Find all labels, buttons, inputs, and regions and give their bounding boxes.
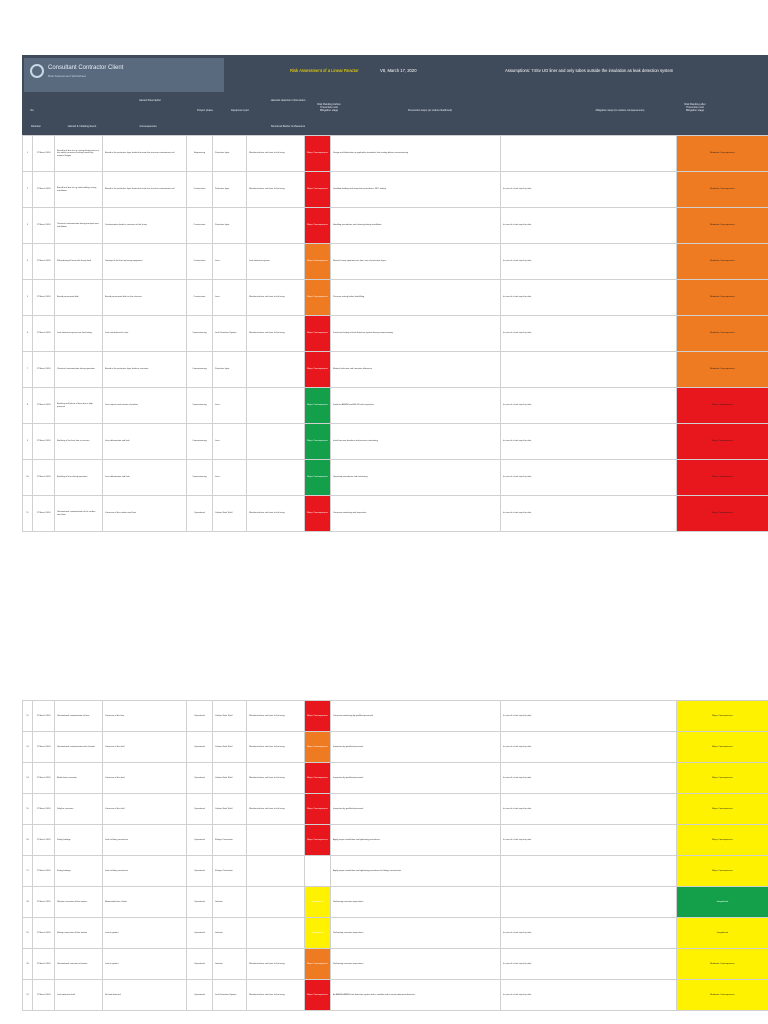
row-mitigation: In case of a leak stop the plant [501,980,677,1011]
row-risk-after: Major Consequences [677,825,768,856]
row-equipment-part: Gaskets [213,918,247,949]
table-row [23,316,768,352]
row-equipment-part: Gaskets [213,887,247,918]
table-row [23,701,768,732]
row-risk-before: Major Consequences [305,701,331,732]
row-consequences: Buried pressurized leak on the structure [103,280,187,316]
row-equipment-part: Gaskets [213,949,247,980]
table-row [23,856,768,887]
row-date: 17 March 2020 [33,980,55,1011]
row-equipment-part: Carbon Steel Shell [213,496,247,532]
row-risk-before: Major Consequences [305,980,331,1011]
row-mitigation: In case of a leak stop the plant [501,794,677,825]
row-number: 18 [23,887,33,918]
row-date: 17 March 2020 [33,949,55,980]
row-number: 14 [23,763,33,794]
row-date: 17 March 2020 [33,794,55,825]
row-date: 17 March 2020 [33,208,55,244]
row-prevention: Inspection by qualified personnel [331,732,501,763]
row-risk-before: Insignificant [305,887,331,918]
row-detection-info: Weather/surface soil close to the lining [247,280,305,316]
row-mitigation: In case of a leak stop the plant [501,388,677,424]
row-prevention: Corrosion monitoring by qualified personnel [331,701,501,732]
row-prevention: Inspection by qualified personnel [331,794,501,825]
row-hazard: Metal dusts corrosion [55,763,103,794]
row-consequences: Liner deformation and leak [103,460,187,496]
row-detection-info: Weather/surface soil close to the lining [247,794,305,825]
row-hazard: Chemical contamination during operation [55,352,103,388]
row-number: 4 [23,244,33,280]
row-date: 17 March 2020 [33,388,55,424]
row-phase: Operational [187,825,213,856]
row-equipment-part: Liner [213,388,247,424]
row-date: 17 March 2020 [33,763,55,794]
row-phase: Operational [187,856,213,887]
row-risk-after: Moderate Consequences [677,208,768,244]
row-phase: Operational [187,949,213,980]
row-phase: Commissioning [187,424,213,460]
row-risk-before: Major Consequences [305,352,331,388]
row-date: 17 March 2020 [33,352,55,388]
row-prevention: Material selection and corrosion allowance [331,352,501,388]
row-phase: Commissioning [187,388,213,424]
row-risk-after: Moderate Consequences [677,980,768,1011]
row-phase: Operational [187,763,213,794]
row-consequences: Leak not detected in time [103,316,187,352]
row-date: 17 March 2020 [33,825,55,856]
table-row [23,136,768,172]
row-number: 6 [23,316,33,352]
col-mitigation: Mitigation steps (to reduce consequences) [595,109,645,112]
row-number: 16 [23,825,33,856]
col-no: No [30,109,34,112]
row-mitigation: In case of a leak stop the plant [501,949,677,980]
risk-table-bottom [22,700,768,1011]
row-phase: Construction [187,244,213,280]
row-risk-before: Major Consequences [305,316,331,352]
row-detection-info [247,388,305,424]
row-consequences: Leak at fitting connection [103,825,187,856]
row-number: 3 [23,208,33,244]
row-equipment-part: Leak Detection System [213,316,247,352]
row-risk-before: Major Consequences [305,280,331,316]
row-mitigation: In case of a leak stop the plant [501,825,677,856]
document-assumptions: Assumptions: 74Sv UO liner and only tubes outside the insulation as leak detection system [505,68,674,73]
row-mitigation: In case of a leak stop the plant [501,496,677,532]
table-row [23,732,768,763]
row-date: 17 March 2020 [33,424,55,460]
row-detection-info [247,208,305,244]
table-row [23,918,768,949]
row-risk-after: Major Consequences [677,794,768,825]
row-risk-after: Major Consequences [677,388,768,424]
row-risk-before: Major Consequences [305,460,331,496]
col-consequences: Consequences [139,125,157,128]
row-equipment-part: Carbon Steel Shell [213,701,247,732]
row-mitigation: In case of a leak stop the plant [501,172,677,208]
row-date: 17 March 2020 [33,701,55,732]
row-consequences: Liner rupture and release of product [103,388,187,424]
row-detection-info: Weather/surface soil close to the lining [247,316,305,352]
row-detection-info: Weather/surface soil close to the lining [247,172,305,208]
row-date: 17 March 2020 [33,136,55,172]
row-date: 17 March 2020 [33,172,55,208]
row-number: 17 [23,856,33,887]
row-phase: Construction [187,208,213,244]
table-row [23,172,768,208]
row-number: 10 [23,460,33,496]
row-hazard: Unintentional contamination with chloride [55,732,103,763]
row-prevention: Install vacuum breakers and pressure monitoring [331,424,501,460]
table-row [23,949,768,980]
row-mitigation: In case of a leak stop the plant [501,244,677,280]
row-prevention: Design and fabrication to applicable standards, leak testing before commissioning [331,136,501,172]
table-row [23,352,768,388]
row-equipment-part: Fittings Connection [213,856,247,887]
table-row [23,208,768,244]
row-hazard: Leak detection fault [55,980,103,1011]
row-consequences: Corrosion of the liner [103,701,187,732]
row-risk-after: Moderate Consequences [677,949,768,980]
col-project-phase: Project phase [197,109,213,112]
risk-table-top [22,135,768,532]
row-date: 17 March 2020 [33,460,55,496]
row-phase: Construction [187,172,213,208]
row-risk-after: Major Consequences [677,763,768,794]
row-hazard: Fitting leakage [55,825,103,856]
row-consequences: Leak in gasket [103,949,187,980]
row-detection-info: Weather/surface soil close to the lining [247,701,305,732]
row-equipment-part: Fittings Connection [213,825,247,856]
row-mitigation: In case of a leak stop the plant [501,424,677,460]
row-phase: Commissioning [187,316,213,352]
row-detection-info [247,424,305,460]
row-mitigation: In case of a leak stop the plant [501,280,677,316]
row-equipment-part: Protective layer [213,172,247,208]
row-hazard: Unintentional corrosion of interior [55,949,103,980]
row-hazard: Unintentional contamination of the carbon steel liner [55,496,103,532]
row-number: 7 [23,352,33,388]
row-mitigation: In case of a leak stop the plant [501,763,677,794]
table-row [23,496,768,532]
row-hazard: Buckling of liner during operation [55,460,103,496]
row-consequences: Leak in gasket [103,918,187,949]
row-risk-after: Moderate Consequences [677,352,768,388]
row-risk-before: Major Consequences [305,794,331,825]
col-hazard-trigger: Hazard & Initiating Event [67,125,97,128]
row-prevention: An AMMSI-AMMS leak detection system with a suitable and accurate abnormal detection [331,980,501,1011]
row-detection-info: Weather/surface soil close to the lining [247,763,305,794]
row-equipment-part: Protective layer [213,136,247,172]
row-hazard: Wrong connection of flow meters [55,918,103,949]
row-detection-info: Weather/surface soil close to the lining [247,949,305,980]
row-prevention: Qualified welding and inspection procedures, NDT testing [331,172,501,208]
row-phase: Commissioning [187,352,213,388]
row-consequences: Buried in the protective layer leads that wrote the structure contaminate soil [103,172,187,208]
row-prevention: Install an AMMSI and EH-VR with inspection [331,388,501,424]
row-risk-before: Major Consequences [305,172,331,208]
row-risk-after: Major Consequences [677,460,768,496]
row-equipment-part: Liner [213,460,247,496]
row-detection-info [247,825,305,856]
row-equipment-part: Leak Detection System [213,980,247,1011]
row-risk-after: Insignificant [677,887,768,918]
row-detection-info: Weather/surface soil close to the lining [247,980,305,1011]
row-phase: Operational [187,918,213,949]
row-detection-info [247,918,305,949]
row-risk-after: Moderate Consequences [677,316,768,352]
row-mitigation [501,887,677,918]
row-detection-info [247,856,305,887]
row-phase: Operational [187,980,213,1011]
row-hazard: Filling during fill area with heavy load [55,244,103,280]
row-risk-before: Major Consequences [305,136,331,172]
row-phase: Operational [187,887,213,918]
row-risk-before: Major Consequences [305,208,331,244]
row-prevention: Functional testing of leak detection system during commissioning [331,316,501,352]
table-row [23,244,768,280]
logo-subtitle: Risk Assessment Worksheet [48,74,86,78]
row-number: 5 [23,280,33,316]
row-detection-info [247,352,305,388]
row-phase: Construction [187,280,213,316]
logo-mark-icon [30,64,44,78]
row-prevention: Restrict heavy equipment on liner, use of protective layers [331,244,501,280]
row-date: 17 March 2020 [33,244,55,280]
row-mitigation: In case of a leak stop the plant [501,732,677,763]
table-row [23,980,768,1011]
row-risk-after: Major Consequences [677,856,768,887]
row-risk-before: Major Consequences [305,388,331,424]
row-mitigation: In case of a leak stop the plant [501,701,677,732]
row-number: 21 [23,980,33,1011]
row-detection-info: Weather/surface soil close to the lining [247,496,305,532]
row-prevention: Handling procedures and cleaning during installation [331,208,501,244]
row-number: 20 [23,949,33,980]
table-row [23,280,768,316]
row-detection-info: Weather/surface soil close to the lining [247,136,305,172]
row-detection-info [247,887,305,918]
row-hazard: Buckling and failure of liner due to high pressure [55,388,103,424]
row-risk-before: Major Consequences [305,949,331,980]
row-prevention: Corrosion monitoring and inspection [331,496,501,532]
row-phase: Commissioning [187,460,213,496]
row-prevention: Performing corrosion inspections [331,887,501,918]
row-mitigation: In case of a leak stop the plant [501,208,677,244]
row-mitigation [501,856,677,887]
row-consequences: Corrosion of the shell [103,763,187,794]
row-equipment-part: Protective layer [213,352,247,388]
row-date: 17 March 2020 [33,496,55,532]
table-row [23,460,768,496]
row-prevention: Apply proper installation and tightening procedures [331,825,501,856]
row-detection-info [247,460,305,496]
row-equipment-part: Liner [213,244,247,280]
row-hazard: Buckling of the liner due to vacuum [55,424,103,460]
row-phase: Operational [187,794,213,825]
row-equipment-part: Liner [213,424,247,460]
row-risk-before: Major Consequences [305,825,331,856]
document-title: Risk Assessment of a Linear Reactor [290,68,359,73]
row-risk-before: Insignificant [305,918,331,949]
logo-name: Consultant Contractor Client [48,65,124,71]
row-hazard: Fitting leakage [55,856,103,887]
row-risk-after: Insignificant [677,918,768,949]
row-number: 13 [23,732,33,763]
row-hazard: Chemical contamination during transport and installation [55,208,103,244]
row-date: 17 March 2020 [33,280,55,316]
row-mitigation [501,352,677,388]
row-mitigation: In case of a leak stop the plant [501,460,677,496]
row-consequences: Measurable loss of leak [103,887,187,918]
row-equipment-part: Carbon Steel Shell [213,794,247,825]
document-revision: V8, March 17, 2020 [380,68,417,73]
row-date: 17 March 2020 [33,856,55,887]
row-number: 19 [23,918,33,949]
row-hazard: Buried leak due to e.g. wrong design,stress in the welds,corrosion,cracking caused by material fatigue [55,136,103,172]
row-risk-before [305,856,331,887]
col-detection-measures: Structural Barrier & Measures [270,125,306,128]
row-date: 17 March 2020 [33,316,55,352]
row-phase: Operational [187,496,213,532]
row-prevention: Apply proper installation and tightening procedures for fittings connections [331,856,501,887]
row-number: 1 [23,136,33,172]
row-hazard: Buried leak due to e.g. bad welding, wrong installation [55,172,103,208]
row-number: 15 [23,794,33,825]
table-row [23,794,768,825]
row-number: 12 [23,701,33,732]
row-risk-before: Major Consequences [305,732,331,763]
row-consequences: No leak detected [103,980,187,1011]
row-equipment-part: Protective layer [213,208,247,244]
row-date: 17 March 2020 [33,732,55,763]
row-equipment-part: Carbon Steel Shell [213,732,247,763]
row-date: 17 March 2020 [33,887,55,918]
row-detection-info: Leak detection system [247,244,305,280]
col-risk-after: Risk Ranking after Prevention and Mitigation stage [684,103,706,112]
row-hazard: Buried pressurized leak [55,280,103,316]
row-consequences: Corrosion of the shell [103,794,187,825]
row-prevention: Pressure testing before backfilling [331,280,501,316]
row-consequences: Corrosion of the carbon steel liner [103,496,187,532]
col-hazard-description: Hazard Description [138,99,162,102]
row-prevention: Operating procedures and monitoring [331,460,501,496]
row-phase: Engineering [187,136,213,172]
row-consequences: Damage of the liner by heavy equipment [103,244,187,280]
row-mitigation: In case of a leak stop the plant [501,918,677,949]
row-hazard: Relative corrosion of flow meters [55,887,103,918]
row-consequences: Liner deformation and leak [103,424,187,460]
row-date: 17 March 2020 [33,918,55,949]
row-risk-before: Major Consequences [305,496,331,532]
row-risk-before: Major Consequences [305,424,331,460]
row-hazard: Leak detection system not functioning [55,316,103,352]
row-risk-after: Major Consequences [677,496,768,532]
row-number: 11 [23,496,33,532]
row-risk-after: Moderate Consequences [677,172,768,208]
row-equipment-part: Carbon Steel Shell [213,763,247,794]
row-equipment-part: Liner [213,280,247,316]
row-risk-after: Major Consequences [677,701,768,732]
row-phase: Operational [187,701,213,732]
col-risk-ranking: Risk Ranking before Prevention and Mitigation stage [317,103,341,112]
row-detection-info: Weather/surface soil close to the lining [247,732,305,763]
col-prevention: Prevention steps (to reduce likelihood) [407,109,453,112]
company-logo [24,58,224,92]
row-consequences: Buried in the protective layer leads to corrosion [103,352,187,388]
row-hazard: Unintentional contamination of liner [55,701,103,732]
row-risk-after: Major Consequences [677,732,768,763]
row-consequences: Corrosion of the shell [103,732,187,763]
table-row [23,887,768,918]
row-risk-after: Major Consequences [677,424,768,460]
row-number: 8 [23,388,33,424]
row-prevention: Performing corrosion inspections [331,918,501,949]
table-row [23,825,768,856]
row-number: 2 [23,172,33,208]
col-revision: Revision [31,125,41,128]
row-risk-after: Moderate Consequences [677,244,768,280]
row-consequences: Buried in the protective layer leads that wrote the structure contaminate soil [103,136,187,172]
row-prevention: Performing corrosion inspections [331,949,501,980]
row-mitigation [501,136,677,172]
table-row [23,763,768,794]
row-risk-after: Moderate Consequences [677,136,768,172]
row-prevention: Inspection by qualified personnel [331,763,501,794]
col-detection-info: Hazards detection Information [270,99,306,102]
row-risk-after: Moderate Consequences [677,280,768,316]
row-risk-before: Major Consequences [305,763,331,794]
table-row [23,424,768,460]
row-hazard: Sulphur corrosion [55,794,103,825]
row-risk-before: Major Consequences [305,244,331,280]
row-number: 9 [23,424,33,460]
col-equipment-part: Equipment part [231,109,249,112]
row-consequences: Contamination leads to corrosion of the lining [103,208,187,244]
row-consequences: Leak at fitting connection [103,856,187,887]
row-phase: Operational [187,732,213,763]
row-mitigation: In case of a leak stop the plant [501,316,677,352]
table-row [23,388,768,424]
